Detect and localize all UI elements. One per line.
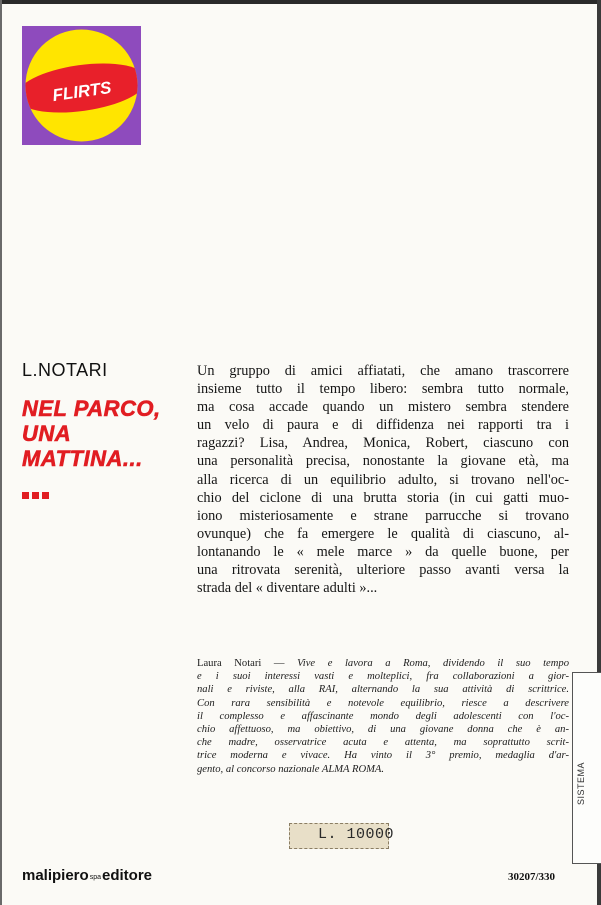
bio-line	[197, 657, 569, 670]
flirts-logo-text: FLIRTS	[51, 77, 113, 106]
blurb-line: ragazzi? Lisa, Andrea, Monica, Robert, ciascuno con	[197, 435, 569, 452]
blurb-line: insieme tutto il tempo libero: sembra tutto normale,	[197, 381, 569, 398]
blurb-line: ovunque) che fa emergere le qualità di ciascuno, al-	[197, 525, 569, 542]
blurb-line: lontanando le « mele marce » da quelle buone, per	[197, 543, 569, 560]
book-title-line: NEL PARCO,	[22, 396, 161, 421]
bio-line: il complesso e affascinante mondo degli adolescenti con l'oc-	[197, 710, 569, 722]
blurb-line: una ritrovata serenità, ulteriore passo avanti versa la	[197, 562, 569, 579]
blurb-text	[197, 362, 569, 597]
publisher-suffix: spa	[89, 874, 101, 881]
blurb-line: iono misteriosamente e strane parrucche si trovano	[197, 507, 569, 524]
blurb-line: un velo di paura e di diffidenza nei rapporti tra i	[197, 417, 569, 434]
book-title-line: UNA	[22, 421, 72, 446]
blurb-line: strada del « diventare adulti »...	[197, 580, 378, 597]
bio-line: che madre, osservatrice acuta e attenta, ma soprattutto scrit-	[197, 737, 569, 749]
book-title	[22, 396, 161, 471]
publisher-logo	[22, 867, 152, 884]
scan-edge-left	[0, 0, 2, 905]
author-bio	[197, 657, 569, 776]
bio-line-text: Vive e lavora a Roma, dividendo il suo tempo	[297, 658, 569, 669]
price-label: L. 10000	[318, 826, 395, 843]
bio-author-name: Laura Notari —	[197, 658, 285, 669]
blurb-line: ma cosa accade quando un mistero sembra stendere	[197, 399, 569, 416]
author-name: L.NOTARI	[22, 360, 108, 380]
publisher-word: editore	[101, 867, 152, 884]
bio-line: chio affettuoso, ma obiettivo, di una giovane donna che è an-	[197, 724, 569, 736]
blurb-line: chio del ciclone di una brutta storia (in cui gatti muo-	[197, 489, 569, 506]
bio-line: Con rara sensibilità e notevole equilibrio, riesce a descrivere	[197, 697, 569, 709]
catalog-code: 30207/330	[508, 871, 556, 883]
scan-edge-top	[0, 0, 601, 4]
bio-line: nali e riviste, alla RAI, alternando la sua attività di scrittrice.	[197, 684, 569, 696]
bio-line: e i suoi interessi vasti e molteplici, fra collaborazioni a gior-	[197, 671, 569, 683]
blurb-line: una personalità precisa, nonostante la giovane età, ma	[197, 453, 569, 470]
flirts-logo-graphic	[22, 26, 141, 145]
sistema-label: SISTEMA	[576, 761, 586, 805]
blurb-line: Un gruppo di amici affiatati, che amano trascorrere	[197, 363, 569, 379]
bio-line: gento, al concorso nazionale ALMA ROMA.	[197, 763, 385, 775]
book-title-line: MATTINA...	[22, 446, 143, 471]
title-dots	[22, 486, 52, 504]
bio-line: trice moderna e vivace. Ha vinto il 3° premio, medaglia d'ar-	[197, 750, 569, 762]
publisher-name: malipiero	[22, 867, 89, 884]
blurb-line: alla ricerca di un equilibrio adulto, si trovano nell'oc-	[197, 471, 569, 488]
flirts-logo	[22, 26, 141, 145]
